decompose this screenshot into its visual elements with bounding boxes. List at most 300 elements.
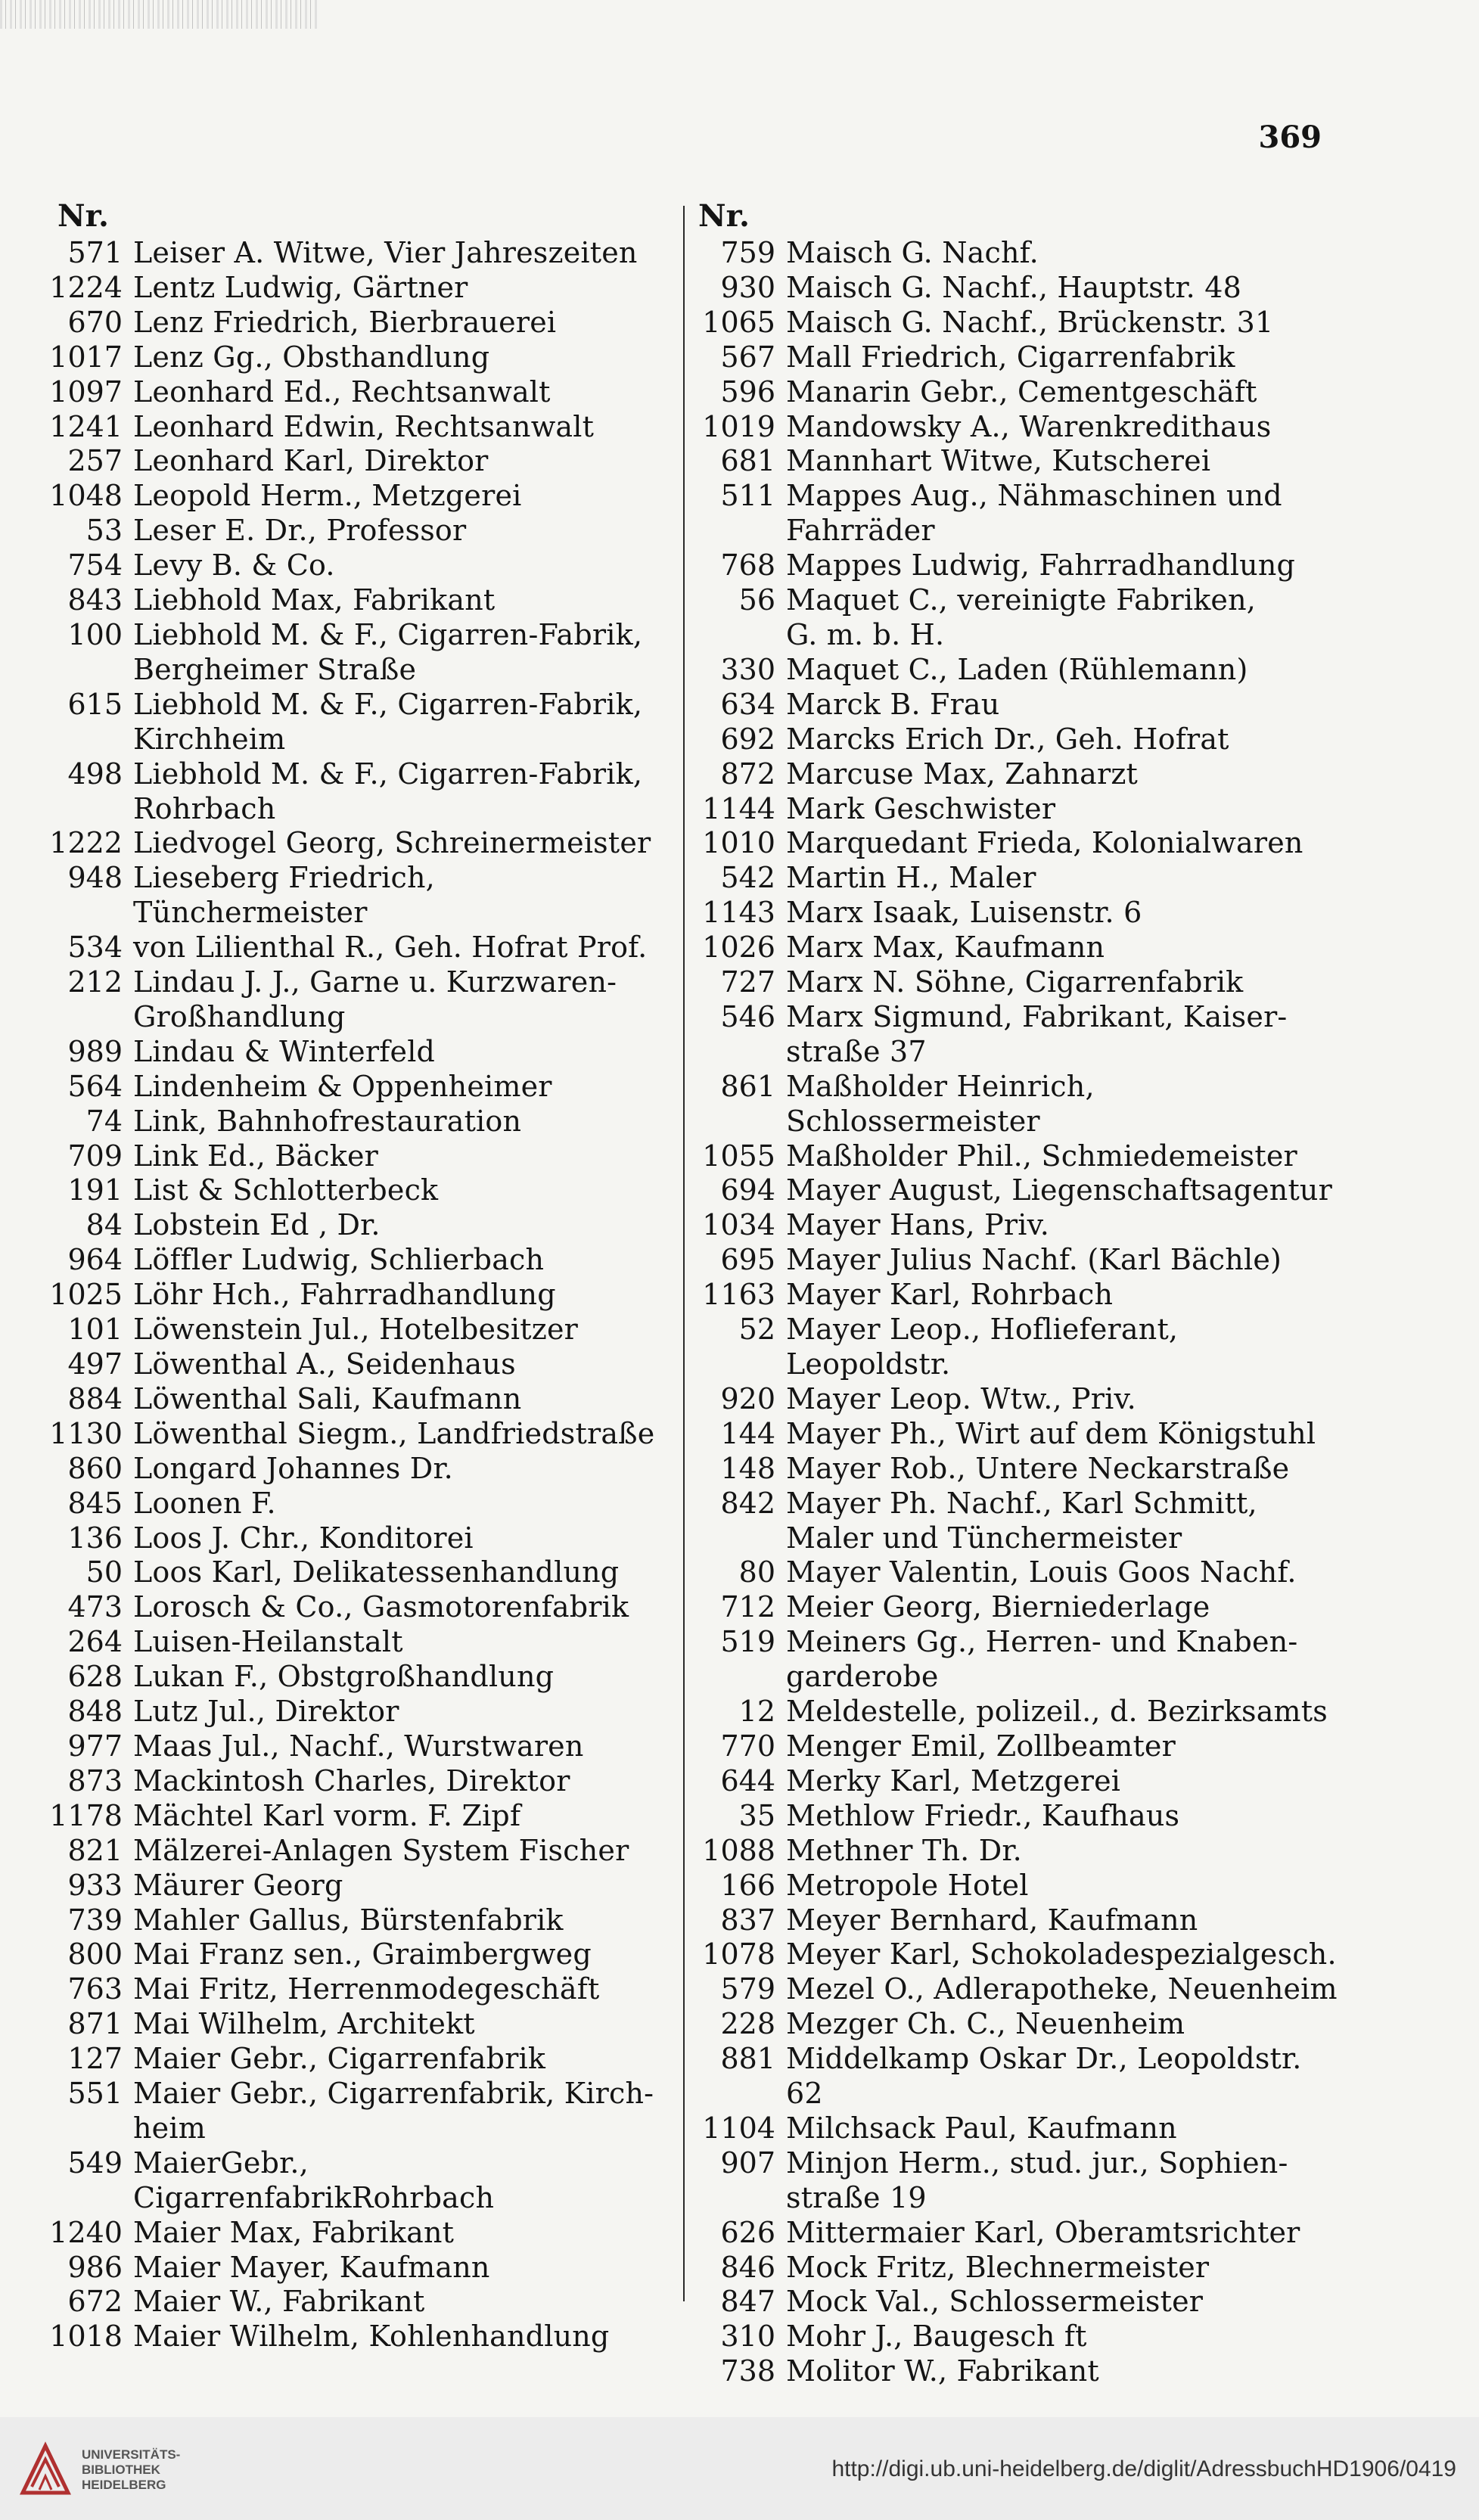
- directory-entry: [692, 1313, 1343, 1382]
- directory-entry: [45, 1903, 673, 1938]
- directory-entry: [692, 2146, 1343, 2216]
- directory-entry: [692, 1173, 1343, 1208]
- entry-name: [133, 2042, 673, 2077]
- directory-entry: [692, 1625, 1343, 1695]
- entry-line: Mock Fritz, Blechnermeister: [786, 2250, 1210, 2284]
- entry-number: 1088: [702, 1833, 775, 1867]
- entry-name: [133, 1869, 673, 1903]
- entry-number: 212: [67, 965, 123, 999]
- directory-entry: [692, 1070, 1343, 1139]
- directory-entry: [45, 2077, 673, 2146]
- entry-line: Mackintosh Charles, Direktor: [133, 1763, 570, 1798]
- directory-entry: [692, 2251, 1343, 2285]
- entry-line: Lobstein Ed , Dr.: [133, 1208, 381, 1242]
- directory-entry: [45, 1555, 673, 1590]
- entry-number: 1222: [49, 826, 123, 860]
- entry-name: [133, 2320, 673, 2354]
- entry-name: [133, 965, 673, 1035]
- entry-name: [786, 410, 1343, 445]
- entry-name: [133, 1937, 673, 1972]
- entry-line: Manarin Gebr., Cementgeschäft: [786, 374, 1257, 409]
- entry-name: [786, 2251, 1343, 2285]
- directory-entry: [45, 1729, 673, 1764]
- entry-number: 727: [720, 965, 775, 999]
- directory-entry: [692, 1972, 1343, 2007]
- entry-line: Martin H., Maler: [786, 861, 1036, 895]
- directory-entry: [692, 306, 1343, 340]
- entry-number: 1010: [702, 826, 775, 860]
- entry-name: [786, 688, 1343, 722]
- entry-name: [786, 861, 1343, 896]
- entry-line: Liebhold M. & F., Cigarren-Fabrik,: [133, 687, 643, 721]
- entry-line: straße 19: [786, 2180, 927, 2214]
- entry-name: [133, 2216, 673, 2251]
- entry-number: 1055: [702, 1139, 775, 1173]
- entry-line: Marcks Erich Dr., Geh. Hofrat: [786, 722, 1229, 756]
- entry-number: 634: [720, 687, 775, 721]
- entry-number: 1104: [702, 2111, 775, 2145]
- entry-line: Maier Max, Fabrikant: [133, 2215, 455, 2249]
- entry-name: [786, 1903, 1343, 1938]
- entry-line: Maier Mayer, Kaufmann: [133, 2250, 490, 2284]
- right-column: [692, 198, 1343, 2389]
- entry-number: 35: [738, 1798, 775, 1832]
- directory-entry: [45, 688, 673, 757]
- entry-name: [786, 1452, 1343, 1487]
- entry-name: [786, 2285, 1343, 2320]
- entry-number: 692: [720, 722, 775, 756]
- entry-line: Mahler Gallus, Bürstenfabrik: [133, 1903, 564, 1937]
- directory-entry: [45, 236, 673, 271]
- entry-name: [786, 931, 1343, 965]
- directory-entry: [45, 1521, 673, 1556]
- entry-number: 739: [67, 1903, 123, 1937]
- source-url-link[interactable]: http://digi.ub.uni-heidelberg.de/diglit/AdressbuchHD1906/0419: [831, 2456, 1456, 2481]
- entry-line: Rohrbach: [133, 791, 276, 825]
- entry-line: Lutz Jul., Direktor: [133, 1695, 399, 1729]
- directory-entry: [692, 271, 1343, 306]
- directory-entry: [45, 410, 673, 445]
- directory-entry: [692, 1729, 1343, 1764]
- directory-entry: [45, 548, 673, 583]
- entry-number: 933: [67, 1868, 123, 1902]
- entry-number: 497: [67, 1347, 123, 1381]
- entry-number: 542: [720, 861, 775, 895]
- directory-entry: [692, 2285, 1343, 2320]
- entry-line: Mai Wilhelm, Architekt: [133, 2007, 475, 2041]
- entry-name: [786, 444, 1343, 479]
- entry-line: Meyer Karl, Schokoladespezialgesch.: [786, 1937, 1337, 1972]
- entry-number: 127: [67, 2042, 123, 2076]
- directory-entry: [692, 931, 1343, 965]
- entry-number: 1241: [49, 409, 123, 443]
- entry-name: [786, 722, 1343, 757]
- directory-entry: [45, 1487, 673, 1521]
- entry-line: Maisch G. Nachf.: [786, 236, 1039, 269]
- entry-line: Lindau J. J., Garne u. Kurzwaren-: [133, 965, 617, 999]
- entry-number: 977: [67, 1729, 123, 1763]
- entry-name: [786, 1278, 1343, 1313]
- entry-line: Lieseberg Friedrich, Tünchermeister: [133, 861, 435, 930]
- directory-entry: [45, 757, 673, 827]
- entry-line: Middelkamp Oskar Dr., Leopoldstr. 62: [786, 2042, 1302, 2111]
- entry-number: 549: [67, 2146, 123, 2180]
- entry-number: 1130: [49, 1416, 123, 1450]
- entry-name: [786, 1487, 1343, 1556]
- entry-name: [786, 2146, 1343, 2216]
- entry-name: [133, 1452, 673, 1487]
- entry-number: 709: [67, 1139, 123, 1173]
- directory-entry: [45, 1695, 673, 1729]
- entry-name: [133, 1799, 673, 1834]
- directory-entry: [45, 583, 673, 618]
- directory-entry: [692, 548, 1343, 583]
- entry-name: [786, 1869, 1343, 1903]
- entry-number: 1034: [702, 1208, 775, 1242]
- entry-name: [133, 1729, 673, 1764]
- entry-line: Longard Johannes Dr.: [133, 1451, 453, 1485]
- directory-entry: [692, 757, 1343, 792]
- directory-entry: [45, 2146, 673, 2216]
- entry-name: [786, 2007, 1343, 2042]
- entry-line: Löwenthal A., Seidenhaus: [133, 1347, 516, 1381]
- entry-line: Mai Franz sen., Graimbergweg: [133, 1937, 592, 1972]
- directory-entry: [45, 1452, 673, 1487]
- entry-number: 1065: [702, 305, 775, 339]
- entry-line: Meier Georg, Bierniederlage: [786, 1590, 1210, 1624]
- entry-number: 930: [720, 270, 775, 304]
- entry-name: [786, 1208, 1343, 1243]
- directory-entry: [45, 1139, 673, 1174]
- entry-name: [786, 1729, 1343, 1764]
- entry-name: [133, 1590, 673, 1625]
- entry-line: Loonen F.: [133, 1486, 276, 1520]
- entry-name: [133, 306, 673, 340]
- directory-entry: [692, 1000, 1343, 1070]
- directory-entry: [692, 1764, 1343, 1799]
- entry-number: 1144: [702, 791, 775, 825]
- entry-name: [133, 236, 673, 271]
- directory-entry: [692, 1243, 1343, 1278]
- entry-number: 84: [85, 1208, 123, 1242]
- entry-number: 884: [67, 1381, 123, 1415]
- directory-entry: [45, 1764, 673, 1799]
- entry-name: [133, 861, 673, 931]
- entry-line: Leonhard Ed., Rechtsanwalt: [133, 374, 551, 409]
- entry-line: Leiser A. Witwe, Vier Jahreszeiten: [133, 236, 638, 269]
- entry-name: [133, 1487, 673, 1521]
- entry-number: 228: [720, 2007, 775, 2041]
- entry-line: Leonhard Karl, Direktor: [133, 444, 489, 478]
- directory-entry: [45, 1070, 673, 1105]
- entry-line: heim: [133, 2111, 206, 2145]
- entry-line: Mai Fritz, Herrenmodegeschäft: [133, 1972, 600, 2006]
- library-footer: [0, 2417, 1479, 2520]
- entry-name: [786, 306, 1343, 340]
- directory-entry: [45, 931, 673, 965]
- entry-line: Mezel O., Adlerapotheke, Neuenheim: [786, 1972, 1338, 2006]
- entry-name: [133, 1555, 673, 1590]
- entry-line: Löhr Hch., Fahrradhandlung: [133, 1278, 556, 1312]
- entry-line: Maisch G. Nachf., Brückenstr. 31: [786, 305, 1274, 339]
- entry-name: [786, 1834, 1343, 1869]
- directory-entry: [692, 1487, 1343, 1556]
- column-header-nr: Nr.: [57, 198, 109, 234]
- entry-line: Lentz Ludwig, Gärtner: [133, 270, 468, 304]
- directory-entry: [45, 444, 673, 479]
- directory-entry: [692, 2007, 1343, 2042]
- entry-number: 596: [720, 374, 775, 409]
- entry-name: [786, 653, 1343, 688]
- left-column: [45, 198, 673, 2354]
- entry-line: Merky Karl, Metzgerei: [786, 1763, 1121, 1798]
- entry-line: Kirchheim: [133, 722, 286, 756]
- entry-line: Lukan F., Obstgroßhandlung: [133, 1660, 555, 1694]
- directory-entry: [45, 861, 673, 931]
- entry-line: Mappes Aug., Nähmaschinen und: [786, 479, 1282, 513]
- entry-line: Lenz Gg., Obsthandlung: [133, 340, 490, 374]
- directory-entry: [45, 1590, 673, 1625]
- entry-line: Link, Bahnhofrestauration: [133, 1104, 522, 1138]
- entry-number: 191: [67, 1173, 123, 1207]
- directory-entry: [45, 306, 673, 340]
- entry-name: [786, 757, 1343, 792]
- entry-number: 615: [67, 687, 123, 721]
- entry-name: [786, 1313, 1343, 1382]
- directory-entry: [692, 340, 1343, 375]
- entry-line: Meyer Bernhard, Kaufmann: [786, 1903, 1198, 1937]
- directory-entry: [692, 722, 1343, 757]
- entry-name: [133, 1278, 673, 1313]
- entry-name: [133, 444, 673, 479]
- directory-entry: [45, 1313, 673, 1347]
- entry-line: Methner Th. Dr.: [786, 1833, 1022, 1867]
- entry-name: [133, 1173, 673, 1208]
- entry-name: [133, 1105, 673, 1139]
- library-name: [82, 2447, 180, 2493]
- directory-entry: [45, 479, 673, 514]
- entry-number: 564: [67, 1069, 123, 1103]
- entry-line: Lenz Friedrich, Bierbrauerei: [133, 305, 557, 339]
- entry-number: 695: [720, 1243, 775, 1277]
- entry-number: 257: [67, 444, 123, 478]
- directory-entry: [692, 2216, 1343, 2251]
- directory-entry: [692, 1869, 1343, 1903]
- entry-line: Link Ed., Bäcker: [133, 1139, 379, 1173]
- entry-number: 166: [720, 1868, 775, 1902]
- entry-line: Liebhold Max, Fabrikant: [133, 583, 496, 617]
- directory-entry: [45, 1972, 673, 2007]
- entry-line: Milchsack Paul, Kaufmann: [786, 2111, 1177, 2145]
- column-header-nr: Nr.: [698, 198, 750, 234]
- entry-line: Mock Val., Schlossermeister: [786, 2285, 1204, 2319]
- entry-name: [133, 2007, 673, 2042]
- entry-name: [133, 1347, 673, 1382]
- entry-number: 626: [720, 2215, 775, 2249]
- entry-number: 712: [720, 1590, 775, 1624]
- entry-line: Meiners Gg., Herren- und Knaben-: [786, 1625, 1298, 1659]
- entry-number: 1163: [702, 1278, 775, 1312]
- entry-line: Liebhold M. & F., Cigarren-Fabrik,: [133, 617, 643, 651]
- entry-name: [786, 375, 1343, 410]
- directory-entry: [692, 688, 1343, 722]
- entry-number: 50: [85, 1555, 123, 1589]
- entry-number: 12: [738, 1695, 775, 1729]
- entry-name: [133, 826, 673, 861]
- entry-number: 310: [720, 2320, 775, 2354]
- entry-name: [133, 271, 673, 306]
- entry-name: [786, 271, 1343, 306]
- entry-line: Mayer Ph., Wirt auf dem Königstuhl: [786, 1416, 1316, 1450]
- entry-name: [133, 2146, 673, 2216]
- entry-name: [133, 1139, 673, 1174]
- directory-entry: [692, 375, 1343, 410]
- entry-name: [133, 1625, 673, 1660]
- entry-number: 800: [67, 1937, 123, 1972]
- entry-line: Maquet C., vereinigte Fabriken,: [786, 583, 1257, 617]
- entry-line: Marx Isaak, Luisenstr. 6: [786, 896, 1142, 930]
- directory-entry: [45, 1278, 673, 1313]
- library-name-line: UNIVERSITÄTS-: [82, 2447, 181, 2462]
- entry-line: Molitor W., Fabrikant: [786, 2354, 1099, 2388]
- entry-number: 80: [738, 1555, 775, 1589]
- entry-name: [786, 1173, 1343, 1208]
- entry-name: [786, 236, 1343, 271]
- directory-entry: [45, 1035, 673, 1070]
- entry-line: Mayer Julius Nachf. (Karl Bächle): [786, 1243, 1282, 1277]
- entry-line: Maier Gebr., Cigarrenfabrik: [133, 2042, 546, 2076]
- entry-number: 989: [67, 1034, 123, 1068]
- entry-line: von Lilienthal R., Geh. Hofrat Prof.: [133, 931, 648, 965]
- entry-number: 770: [720, 1729, 775, 1763]
- entry-number: 1018: [49, 2320, 123, 2354]
- entry-line: Lorosch & Co., Gasmotorenfabrik: [133, 1590, 629, 1624]
- entry-line: Maas Jul., Nachf., Wurstwaren: [133, 1729, 584, 1763]
- entry-line: Mayer Leop. Wtw., Priv.: [786, 1381, 1136, 1415]
- entry-name: [786, 1937, 1343, 1972]
- entry-number: 861: [720, 1069, 775, 1103]
- entry-line: Maßholder Heinrich, Schlossermeister: [786, 1069, 1095, 1138]
- entry-name: [786, 479, 1343, 548]
- directory-entry: [45, 1869, 673, 1903]
- entry-name: [133, 1660, 673, 1695]
- entry-line: Metropole Hotel: [786, 1868, 1029, 1902]
- entry-name: [786, 2354, 1343, 2389]
- entry-name: [133, 514, 673, 548]
- entry-line: Mandowsky A., Warenkredithaus: [786, 409, 1272, 443]
- entry-line: Maier Wilhelm, Kohlenhandlung: [133, 2320, 610, 2354]
- entry-number: 845: [67, 1486, 123, 1520]
- directory-entry: [45, 1105, 673, 1139]
- entry-line: Maier W., Fabrikant: [133, 2285, 425, 2319]
- entry-name: [786, 1799, 1343, 1834]
- entry-name: [133, 2285, 673, 2320]
- directory-entry: [692, 1555, 1343, 1590]
- entry-number: 519: [720, 1625, 775, 1659]
- entry-number: 571: [67, 236, 123, 269]
- entry-line: Mannhart Witwe, Kutscherei: [786, 444, 1211, 478]
- entry-line: Mohr J., Baugesch ft: [786, 2320, 1087, 2354]
- entry-name: [133, 1035, 673, 1070]
- entry-line: Mittermaier Karl, Oberamtsrichter: [786, 2215, 1300, 2249]
- entry-number: 873: [67, 1763, 123, 1798]
- directory-entry: [45, 1417, 673, 1452]
- entry-name: [133, 583, 673, 618]
- entry-name: [786, 1625, 1343, 1695]
- directory-entry: [692, 2320, 1343, 2354]
- directory-entry: [692, 792, 1343, 827]
- directory-entry: [45, 2007, 673, 2042]
- entry-number: 534: [67, 931, 123, 965]
- entry-name: [133, 340, 673, 375]
- entry-number: 848: [67, 1695, 123, 1729]
- entry-name: [786, 340, 1343, 375]
- directory-entry: [692, 236, 1343, 271]
- directory-entry: [692, 1695, 1343, 1729]
- entry-number: 694: [720, 1173, 775, 1207]
- entry-name: [786, 1417, 1343, 1452]
- entry-number: 52: [738, 1313, 775, 1347]
- entry-line: Luisen-Heilanstalt: [133, 1625, 403, 1659]
- entry-number: 1143: [702, 896, 775, 930]
- entry-name: [786, 896, 1343, 931]
- directory-entry: [45, 1208, 673, 1243]
- entry-line: Löffler Ludwig, Schlierbach: [133, 1243, 545, 1277]
- directory-entry: [692, 1417, 1343, 1452]
- directory-entry: [692, 444, 1343, 479]
- entry-number: 754: [67, 548, 123, 583]
- entry-name: [786, 1555, 1343, 1590]
- directory-entry: [692, 1139, 1343, 1174]
- entry-number: 148: [720, 1451, 775, 1485]
- entry-name: [786, 1764, 1343, 1799]
- entry-line: Mayer Rob., Untere Neckarstraße: [786, 1451, 1290, 1485]
- entry-number: 551: [67, 2077, 123, 2111]
- entry-number: 1025: [49, 1278, 123, 1312]
- entry-line: Meldestelle, polizeil., d. Bezirksamts: [786, 1695, 1328, 1729]
- entry-name: [133, 1382, 673, 1417]
- library-name-line: HEIDELBERG: [82, 2478, 166, 2492]
- directory-entry: [45, 340, 673, 375]
- entry-line: Löwenthal Sali, Kaufmann: [133, 1381, 522, 1415]
- entry-name: [133, 618, 673, 688]
- entry-number: 843: [67, 583, 123, 617]
- directory-entry: [45, 514, 673, 548]
- entry-name: [786, 2042, 1343, 2111]
- entry-number: 964: [67, 1243, 123, 1277]
- entry-number: 1017: [49, 340, 123, 374]
- page-number: 369: [1258, 120, 1322, 155]
- entry-name: [786, 1382, 1343, 1417]
- entry-line: Mayer Karl, Rohrbach: [786, 1278, 1114, 1312]
- entry-number: 101: [67, 1313, 123, 1347]
- entry-line: Mezger Ch. C., Neuenheim: [786, 2007, 1185, 2041]
- entry-number: 56: [738, 583, 775, 617]
- entry-line: MaierGebr., CigarrenfabrikRohrbach: [133, 2146, 495, 2214]
- entry-name: [786, 1695, 1343, 1729]
- entry-name: [133, 1208, 673, 1243]
- entry-name: [133, 2077, 673, 2146]
- entry-line: Mayer Leop., Hoflieferant, Leopoldstr.: [786, 1313, 1179, 1381]
- entry-list: [45, 236, 673, 2354]
- entry-name: [786, 965, 1343, 1000]
- entry-number: 768: [720, 548, 775, 583]
- entry-name: [786, 1070, 1343, 1139]
- entry-number: 948: [67, 861, 123, 895]
- entry-line: Mäurer Georg: [133, 1868, 343, 1902]
- entry-number: 670: [67, 305, 123, 339]
- entry-number: 144: [720, 1416, 775, 1450]
